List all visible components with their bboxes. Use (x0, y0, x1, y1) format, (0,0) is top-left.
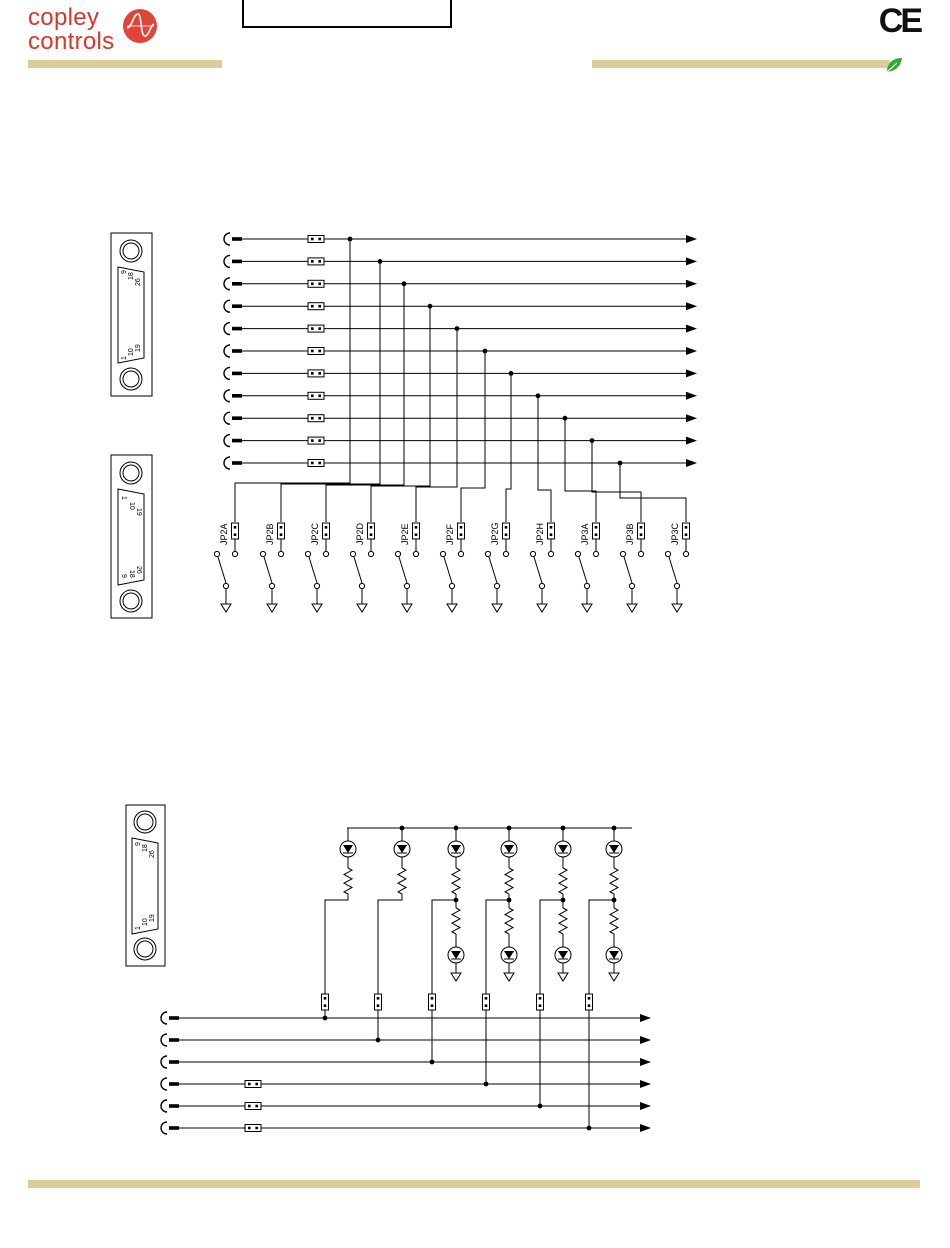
jumper-block (586, 994, 593, 1010)
junction-dot (561, 826, 566, 831)
pin-label: 26 (135, 566, 142, 574)
jumper-pin (588, 997, 591, 1000)
pin-label: 18 (128, 272, 135, 280)
pin-label: 1 (120, 496, 127, 500)
junction-dot (323, 1016, 328, 1021)
input-plug (161, 1056, 167, 1068)
jumper-block (245, 1125, 261, 1132)
ground-symbol (609, 973, 619, 981)
jumper-wire (486, 894, 509, 994)
input-plug (161, 1100, 167, 1112)
signal-arrow (640, 1058, 651, 1066)
input-plug-pin (169, 1082, 179, 1086)
junction-dot (400, 826, 405, 831)
resistor-symbol (559, 908, 567, 934)
signal-arrow (640, 1102, 651, 1110)
junction-dot (484, 1082, 489, 1087)
jumper-block (429, 994, 436, 1010)
pin-label: 9 (120, 574, 127, 578)
pin-label: 18 (142, 844, 149, 852)
jumper-pin (431, 1004, 434, 1007)
pin-label: 19 (135, 508, 142, 516)
jumper-pin (324, 997, 327, 1000)
junction-dot (507, 826, 512, 831)
jumper-wire (589, 894, 614, 994)
brand-line-2: controls (28, 28, 115, 55)
ground-symbol (504, 973, 514, 981)
pin-label: 10 (128, 348, 135, 356)
jumper-pin (324, 1004, 327, 1007)
jumper-block (245, 1081, 261, 1088)
jumper-pin (255, 1083, 258, 1086)
jumper-block (375, 994, 382, 1010)
jumper-label: JP2A (219, 523, 229, 545)
junction-dot (376, 1038, 381, 1043)
jumper-pin (248, 1127, 251, 1130)
signal-arrow (640, 1036, 651, 1044)
jumper-label: JP2G (490, 522, 500, 545)
jumper-label: JP3A (580, 523, 590, 545)
jumper-block (322, 994, 329, 1010)
pin-label: 1 (135, 926, 142, 930)
input-plug (161, 1012, 167, 1024)
pin-label: 19 (149, 914, 156, 922)
jumper-label: JP2B (265, 523, 275, 545)
resistor-symbol (344, 868, 352, 894)
jumper-block (483, 994, 490, 1010)
resistor-symbol (505, 868, 513, 894)
pin-label: 18 (128, 570, 135, 578)
input-plug (161, 1122, 167, 1134)
jumper-pin (255, 1127, 258, 1130)
input-plug-pin (169, 1038, 179, 1042)
jumper-pin (248, 1105, 251, 1108)
brand-line-1: copley (28, 4, 100, 31)
input-plug-pin (169, 1060, 179, 1064)
pin-label: 1 (121, 356, 128, 360)
junction-dot (587, 1126, 592, 1131)
input-plug (161, 1034, 167, 1046)
jumper-label: JP2F (445, 523, 455, 545)
jumper-label: JP2C (310, 522, 320, 545)
input-plug-pin (169, 1126, 179, 1130)
resistor-symbol (559, 868, 567, 894)
jumper-block (537, 994, 544, 1010)
jumper-pin (588, 1004, 591, 1007)
jumper-block (245, 1103, 261, 1110)
resistor-symbol (452, 868, 460, 894)
jumper-label: JP2D (355, 522, 365, 545)
ground-symbol (558, 973, 568, 981)
junction-dot (538, 1104, 543, 1109)
jumper-pin (485, 997, 488, 1000)
junction-dot (612, 826, 617, 831)
pin-label: 19 (135, 344, 142, 352)
input-plug (161, 1078, 167, 1090)
jumper-pin (255, 1105, 258, 1108)
jumper-wire (540, 894, 563, 994)
pin-label: 10 (128, 502, 135, 510)
resistor-symbol (610, 908, 618, 934)
junction-dot (430, 1060, 435, 1065)
jumper-pin (539, 1004, 542, 1007)
jumper-label: JP3C (670, 522, 680, 545)
jumper-wire (378, 894, 402, 994)
pin-label: 9 (135, 842, 142, 846)
signal-arrow (640, 1124, 651, 1132)
jumper-pin (485, 1004, 488, 1007)
jumper-wire (432, 894, 456, 994)
ce-mark: CE (878, 2, 920, 40)
pin-label: 9 (121, 270, 128, 274)
resistor-symbol (505, 908, 513, 934)
jumper-label: JP3B (625, 523, 635, 545)
resistor-symbol (452, 908, 460, 934)
input-plug-pin (169, 1104, 179, 1108)
jumper-pin (539, 997, 542, 1000)
jumper-pin (431, 997, 434, 1000)
jumper-wire (325, 894, 348, 994)
pin-label: 26 (135, 278, 142, 286)
jumper-pin (377, 1004, 380, 1007)
signal-arrow (640, 1080, 651, 1088)
ground-symbol (451, 973, 461, 981)
jumper-label: JP2E (400, 523, 410, 545)
input-plug-pin (169, 1016, 179, 1020)
pin-label: 10 (142, 918, 149, 926)
resistor-symbol (398, 868, 406, 894)
jumper-pin (248, 1083, 251, 1086)
jumper-pin (377, 997, 380, 1000)
resistor-symbol (610, 868, 618, 894)
signal-arrow (640, 1014, 651, 1022)
jumper-label: JP2H (535, 522, 545, 545)
junction-dot (454, 826, 459, 831)
pin-label: 26 (149, 850, 156, 858)
footer-bar (28, 1180, 920, 1188)
